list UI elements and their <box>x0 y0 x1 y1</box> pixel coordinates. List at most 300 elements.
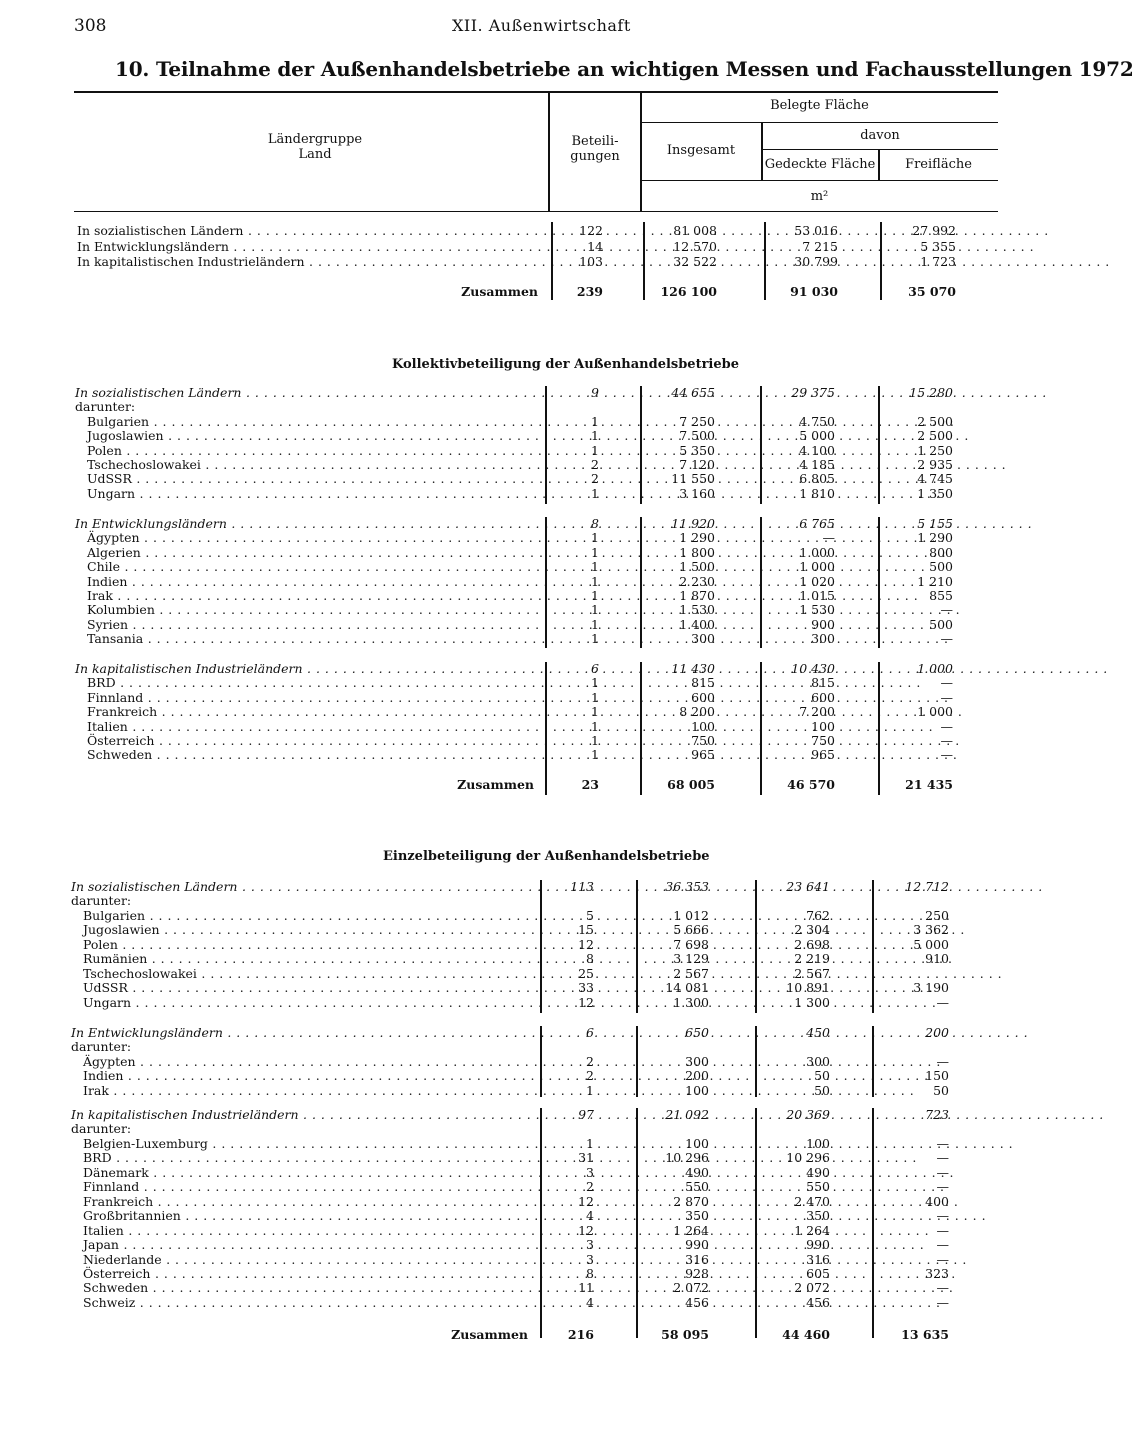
cell-gedeckt: 750 <box>811 733 835 748</box>
cell-insgesamt: 81 008 <box>673 223 717 238</box>
cell-frei: 2 500 <box>917 413 953 429</box>
cell-gedeckt: 900 <box>811 616 835 632</box>
cell-insgesamt: 32 522 <box>673 254 717 269</box>
einzel-divider-1-2 <box>636 880 638 1013</box>
cell-gedeckt: 815 <box>811 675 835 691</box>
cell-beteiligungen: 12 <box>578 994 594 1010</box>
table-row <box>0 748 1024 763</box>
cell-insgesamt: 750 <box>691 733 715 748</box>
cell-beteiligungen: 2 <box>586 1068 594 1084</box>
cell-frei: 150 <box>925 1068 949 1084</box>
einzel-divider-2-3 <box>755 1026 757 1097</box>
cell-beteiligungen: 1 <box>591 704 599 720</box>
row-label: Algerien . . . <box>87 546 534 561</box>
cell-insgesamt: 44 655 <box>671 385 715 400</box>
cell-insgesamt: 1 264 <box>673 1222 709 1238</box>
cell-frei: 800 <box>929 544 953 560</box>
kollektiv-divider-1-4 <box>878 386 880 504</box>
cell-insgesamt: 12 570 <box>673 238 717 254</box>
cell-beteiligungen: 103 <box>579 254 603 269</box>
row-label: In Entwicklungsländern . . . <box>77 240 538 255</box>
cell-gedeckt: 1 810 <box>799 485 835 501</box>
total-row <box>0 1328 1024 1343</box>
cell-gedeckt: 1 015 <box>799 588 835 603</box>
kollektiv-divider-2-1 <box>545 517 547 648</box>
cell-insgesamt: 1 800 <box>679 544 715 560</box>
row-label: Chile . . . <box>87 560 534 575</box>
row-label: Schweden . . . <box>83 1281 528 1296</box>
cell-gedeckt: 91 030 <box>790 284 838 299</box>
cell-insgesamt: 928 <box>685 1265 709 1281</box>
cell-gedeckt: 1 020 <box>799 573 835 589</box>
cell-beteiligungen: 216 <box>567 1327 594 1342</box>
row-label: Japan . . . <box>83 1238 528 1253</box>
group-row <box>0 880 1024 895</box>
row-label: Zusammen <box>451 1327 528 1342</box>
table-row <box>0 575 1024 590</box>
cell-beteiligungen: 8 <box>586 951 594 967</box>
kollektiv-divider-3-3 <box>760 662 762 795</box>
cell-gedeckt: 550 <box>806 1179 830 1195</box>
cell-insgesamt: 1 870 <box>679 588 715 603</box>
cell-gedeckt: 1 300 <box>794 994 830 1010</box>
cell-beteiligungen: 1 <box>591 718 599 734</box>
row-label: Zusammen <box>461 284 538 299</box>
cell-insgesamt: 965 <box>691 747 715 763</box>
row-label: Frankreich . . . <box>87 705 534 720</box>
cell-gedeckt: 450 <box>806 1025 830 1040</box>
table-row <box>0 560 1024 575</box>
cell-insgesamt: 815 <box>691 675 715 691</box>
header-belegte-flaeche: Belegte Fläche <box>770 98 869 113</box>
row-label: Ägypten . . . <box>83 1055 528 1070</box>
cell-insgesamt: 126 100 <box>660 284 717 299</box>
cell-frei: — <box>940 747 953 763</box>
table-row <box>0 894 1024 909</box>
cell-gedeckt: 10 430 <box>791 661 835 676</box>
table-row <box>0 691 1024 706</box>
cell-frei: 1 350 <box>917 485 953 501</box>
table-row <box>0 1166 1024 1181</box>
table-row <box>0 632 1024 647</box>
table-row <box>0 1209 1024 1224</box>
cell-insgesamt: 600 <box>691 689 715 705</box>
cell-insgesamt: 2 870 <box>673 1193 709 1209</box>
cell-insgesamt: 990 <box>685 1237 709 1253</box>
row-label: UdSSR . . . <box>87 472 534 487</box>
table-row <box>0 400 1024 415</box>
row-label: BRD . . . <box>83 1151 528 1166</box>
table-row <box>0 458 1024 473</box>
table-row <box>0 546 1024 561</box>
cell-frei: 500 <box>929 616 953 632</box>
kollektiv-divider-1-2 <box>640 386 642 504</box>
cell-gedeckt: 2 072 <box>794 1280 830 1296</box>
table-row <box>0 1224 1024 1239</box>
cell-insgesamt: 1 012 <box>673 907 709 923</box>
row-label: In sozialistischen Ländern . . . <box>71 880 528 895</box>
cell-gedeckt: 1 000 <box>799 559 835 575</box>
row-label: Bulgarien . . . <box>83 909 528 924</box>
cell-insgesamt: 1 530 <box>679 602 715 618</box>
row-label: In Entwicklungsländern . . . <box>75 517 534 532</box>
cell-frei: 2 935 <box>917 457 953 472</box>
cell-beteiligungen: 23 <box>581 777 599 792</box>
einzel-divider-1-3 <box>755 880 757 1013</box>
row-label: In Entwicklungsländern . . . <box>71 1026 528 1041</box>
cell-gedeckt: 7 215 <box>802 238 838 254</box>
table-row <box>0 705 1024 720</box>
cell-insgesamt: 100 <box>685 1135 709 1151</box>
cell-insgesamt: 300 <box>685 1053 709 1069</box>
cell-beteiligungen: 1 <box>591 588 599 603</box>
cell-insgesamt: 21 092 <box>665 1107 709 1122</box>
header-bottom-rule <box>74 211 998 212</box>
cell-insgesamt: 1 290 <box>679 530 715 546</box>
row-label: Frankreich . . . <box>83 1195 528 1210</box>
cell-beteiligungen: 6 <box>586 1025 594 1040</box>
row-label: UdSSR . . . <box>83 981 528 996</box>
cell-beteiligungen: 1 <box>591 616 599 632</box>
cell-gedeckt: 10 296 <box>786 1150 830 1166</box>
row-label: Rumänien . . . <box>83 952 528 967</box>
cell-gedeckt: 29 375 <box>791 385 835 400</box>
cell-gedeckt: 44 460 <box>782 1327 830 1342</box>
header-davon: davon <box>860 128 900 143</box>
cell-gedeckt: 46 570 <box>787 777 835 792</box>
row-label: Zusammen <box>457 777 534 792</box>
table-row <box>0 487 1024 502</box>
header-laendergruppe <box>230 132 400 162</box>
einzel-divider-1-4 <box>872 880 874 1013</box>
cell-gedeckt: 2 304 <box>794 922 830 938</box>
cell-insgesamt: 650 <box>685 1025 709 1040</box>
table-row <box>0 720 1024 735</box>
row-label: In sozialistischen Ländern . . . <box>75 386 534 401</box>
header-laendergruppe-text: Ländergruppe <box>267 132 363 147</box>
row-label: darunter: <box>75 399 136 415</box>
summary-column-divider-1 <box>551 222 553 300</box>
row-label: Polen . . . <box>87 444 534 459</box>
cell-gedeckt: 300 <box>806 1053 830 1069</box>
table-row <box>0 1137 1024 1152</box>
cell-insgesamt: 7 500 <box>679 428 715 444</box>
cell-frei: — <box>936 1251 949 1267</box>
table-row <box>0 1084 1024 1099</box>
cell-beteiligungen: 122 <box>579 223 603 238</box>
cell-beteiligungen: 3 <box>586 1164 594 1180</box>
table-row <box>0 1122 1024 1137</box>
cell-gedeckt: 10 891 <box>786 980 830 996</box>
cell-beteiligungen: 113 <box>570 879 594 894</box>
cell-frei: 15 280 <box>909 385 953 400</box>
cell-frei: — <box>936 1237 949 1253</box>
header-freiflaeche: Freifläche <box>905 157 972 172</box>
cell-insgesamt: 8 200 <box>679 704 715 720</box>
cell-gedeckt: 490 <box>806 1164 830 1180</box>
row-label: In kapitalistischen Industrieländern . . . <box>75 662 534 677</box>
table-row <box>0 472 1024 487</box>
cell-insgesamt: 100 <box>691 718 715 734</box>
cell-beteiligungen: 1 <box>591 530 599 546</box>
cell-insgesamt: 316 <box>685 1251 709 1267</box>
cell-frei: 723 <box>925 1107 949 1122</box>
cell-insgesamt: 490 <box>685 1164 709 1180</box>
table-row <box>0 923 1024 938</box>
kollektiv-divider-2-3 <box>760 517 762 648</box>
cell-gedeckt: 2 219 <box>794 951 830 967</box>
cell-gedeckt: 2 698 <box>794 936 830 952</box>
cell-gedeckt: 1 264 <box>794 1222 830 1238</box>
kollektiv-divider-2-2 <box>640 517 642 648</box>
table-row <box>0 618 1024 633</box>
cell-frei: 1 000 <box>917 661 953 676</box>
cell-beteiligungen: 8 <box>591 516 599 531</box>
cell-beteiligungen: 2 <box>586 1053 594 1069</box>
cell-frei: 12 712 <box>905 879 949 894</box>
cell-frei: 400 <box>925 1193 949 1209</box>
cell-gedeckt: 50 <box>814 1082 830 1098</box>
cell-frei: — <box>936 1135 949 1151</box>
cell-gedeckt: 300 <box>811 631 835 647</box>
cell-gedeckt: 965 <box>811 747 835 763</box>
row-label: Indien . . . <box>87 575 534 590</box>
cell-frei: — <box>940 675 953 691</box>
einzel-divider-3-2 <box>636 1108 638 1338</box>
cell-frei: 1 000 <box>917 704 953 720</box>
cell-frei: 500 <box>929 559 953 575</box>
cell-beteiligungen: 4 <box>586 1208 594 1224</box>
cell-insgesamt: 350 <box>685 1208 709 1224</box>
cell-frei: 1 723 <box>920 254 956 269</box>
summary-column-divider-2 <box>643 222 645 300</box>
row-label: darunter: <box>71 1039 132 1055</box>
cell-frei: 250 <box>925 907 949 923</box>
cell-gedeckt: 1 000 <box>799 544 835 560</box>
table-row <box>0 415 1024 430</box>
cell-beteiligungen: 12 <box>578 936 594 952</box>
group-row <box>0 1026 1024 1041</box>
cell-insgesamt: 3 129 <box>673 951 709 967</box>
cell-beteiligungen: 1 <box>586 1135 594 1151</box>
cell-beteiligungen: 15 <box>578 922 594 938</box>
row-label: In sozialistischen Ländern . . . <box>77 224 538 239</box>
cell-insgesamt: 68 005 <box>667 777 715 792</box>
cell-insgesamt: 10 296 <box>665 1150 709 1166</box>
header-divider-1 <box>548 93 550 211</box>
row-label: Irak . . . <box>83 1084 528 1099</box>
row-label: Österreich . . . <box>83 1267 528 1282</box>
table-row <box>0 1069 1024 1084</box>
table-row <box>0 224 1024 239</box>
cell-gedeckt: 456 <box>806 1294 830 1310</box>
header-insgesamt: Insgesamt <box>666 143 736 158</box>
table-row <box>0 1253 1024 1268</box>
cell-frei: 1 210 <box>917 573 953 589</box>
group-row <box>0 662 1024 677</box>
cell-beteiligungen: 1 <box>591 485 599 501</box>
cell-frei: 5 355 <box>920 238 956 254</box>
cell-beteiligungen: 1 <box>591 631 599 647</box>
einzel-heading: Einzelbeteiligung der Außenhandelsbetriebe <box>383 849 710 864</box>
header-gedeckte-flaeche: Gedeckte Fläche <box>764 157 876 172</box>
cell-insgesamt: 456 <box>685 1294 709 1310</box>
kollektiv-heading: Kollektivbeteiligung der Außenhandelsbetriebe <box>392 357 740 372</box>
cell-frei: 910 <box>925 951 949 967</box>
cell-beteiligungen: 12 <box>578 1193 594 1209</box>
cell-gedeckt: 100 <box>806 1135 830 1151</box>
row-label: Indien . . . <box>83 1069 528 1084</box>
cell-beteiligungen: 1 <box>591 573 599 589</box>
row-label: Jugoslawien . . . <box>83 923 528 938</box>
table-row <box>0 1281 1024 1296</box>
summary-column-divider-4 <box>880 222 882 300</box>
row-label: Dänemark . . . <box>83 1166 528 1181</box>
cell-frei: 4 745 <box>917 471 953 487</box>
cell-gedeckt: 100 <box>811 718 835 734</box>
cell-frei: 3 190 <box>913 980 949 996</box>
cell-beteiligungen: 14 <box>587 238 603 254</box>
cell-insgesamt: 11 430 <box>671 661 715 676</box>
cell-frei: 323 <box>925 1265 949 1281</box>
einzel-divider-3-1 <box>540 1108 542 1338</box>
cell-beteiligungen: 1 <box>591 442 599 458</box>
cell-beteiligungen: 6 <box>591 661 599 676</box>
einzel-divider-2-1 <box>540 1026 542 1097</box>
row-label: Ungarn . . . <box>83 996 528 1011</box>
header-beteiligungen <box>552 134 638 164</box>
summary-column-divider-3 <box>764 222 766 300</box>
row-label: Tansania . . . <box>87 632 534 647</box>
total-row <box>0 778 1024 793</box>
cell-beteiligungen: 5 <box>586 907 594 923</box>
cell-frei: 35 070 <box>908 284 956 299</box>
cell-frei: — <box>936 994 949 1010</box>
row-label: Kolumbien . . . <box>87 603 534 618</box>
cell-frei: 1 250 <box>917 442 953 458</box>
cell-gedeckt: 2 567 <box>794 965 830 981</box>
table-row <box>0 589 1024 604</box>
table-row <box>0 952 1024 967</box>
row-label: Finnland . . . <box>87 691 534 706</box>
table-row <box>0 1238 1024 1253</box>
row-label: Jugoslawien . . . <box>87 429 534 444</box>
cell-insgesamt: 2 567 <box>673 965 709 981</box>
cell-beteiligungen: 4 <box>586 1294 594 1310</box>
cell-frei: 3 362 <box>913 922 949 938</box>
cell-frei: — <box>936 1179 949 1195</box>
cell-gedeckt: 53 016 <box>794 223 838 238</box>
row-label: darunter: <box>71 1121 132 1137</box>
table-row <box>0 1151 1024 1166</box>
table-row <box>0 1180 1024 1195</box>
cell-frei: 27 992 <box>912 223 956 238</box>
page-number: 308 <box>74 16 107 36</box>
chapter-title: XII. Außenwirtschaft <box>452 16 631 35</box>
cell-insgesamt: 36 353 <box>665 879 709 894</box>
header-top-rule <box>74 91 998 93</box>
cell-beteiligungen: 2 <box>591 457 599 472</box>
cell-frei: 13 635 <box>901 1327 949 1342</box>
cell-gedeckt: 5 000 <box>799 428 835 444</box>
table-row <box>0 255 1024 270</box>
cell-beteiligungen: 2 <box>586 1179 594 1195</box>
header-land-text: Land <box>298 147 332 162</box>
cell-beteiligungen: 1 <box>591 602 599 618</box>
cell-gedeckt: 1 530 <box>799 602 835 618</box>
cell-insgesamt: 14 081 <box>665 980 709 996</box>
total-row <box>0 285 1024 300</box>
cell-gedeckt: — <box>822 530 835 546</box>
einzel-divider-3-3 <box>755 1108 757 1338</box>
cell-gedeckt: 30 799 <box>794 254 838 269</box>
cell-beteiligungen: 3 <box>586 1251 594 1267</box>
cell-beteiligungen: 1 <box>591 689 599 705</box>
cell-insgesamt: 11 550 <box>671 471 715 487</box>
cell-frei: — <box>936 1208 949 1224</box>
cell-gedeckt: 2 470 <box>794 1193 830 1209</box>
cell-beteiligungen: 97 <box>578 1107 594 1122</box>
row-label: Bulgarien . . . <box>87 415 534 430</box>
cell-frei: — <box>936 1222 949 1238</box>
cell-gedeckt: 7 200 <box>799 704 835 720</box>
cell-beteiligungen: 25 <box>578 965 594 981</box>
kollektiv-divider-3-2 <box>640 662 642 795</box>
cell-frei: 5 000 <box>913 936 949 952</box>
cell-insgesamt: 200 <box>685 1068 709 1084</box>
row-label: darunter: <box>71 893 132 909</box>
cell-frei: — <box>940 631 953 647</box>
cell-gedeckt: 990 <box>806 1237 830 1253</box>
cell-gedeckt: 6 805 <box>799 471 835 487</box>
cell-frei: — <box>936 1150 949 1166</box>
table-row <box>0 967 1024 982</box>
table-row <box>0 1267 1024 1282</box>
cell-beteiligungen: 8 <box>586 1265 594 1281</box>
cell-insgesamt: 58 095 <box>661 1327 709 1342</box>
table-row <box>0 909 1024 924</box>
cell-beteiligungen: 9 <box>591 385 599 400</box>
header-rule-belegte <box>641 122 998 123</box>
cell-insgesamt: 2 072 <box>673 1280 709 1296</box>
row-label: Belgien-Luxemburg . . . <box>83 1137 528 1152</box>
table-row <box>0 1040 1024 1055</box>
cell-frei: — <box>936 1280 949 1296</box>
table-row <box>0 240 1024 255</box>
cell-beteiligungen: 1 <box>591 428 599 444</box>
row-label: Ägypten . . . <box>87 531 534 546</box>
header-rule-davon <box>762 149 998 150</box>
cell-frei: — <box>940 602 953 618</box>
row-label: Österreich . . . <box>87 734 534 749</box>
table-row <box>0 996 1024 1011</box>
cell-frei: — <box>936 1294 949 1310</box>
cell-insgesamt: 300 <box>691 631 715 647</box>
group-row <box>0 1108 1024 1123</box>
row-label: BRD . . . <box>87 676 534 691</box>
cell-frei: 50 <box>933 1082 949 1098</box>
row-label: Italien . . . <box>87 720 534 735</box>
cell-frei: 21 435 <box>905 777 953 792</box>
table-row <box>0 1055 1024 1070</box>
cell-gedeckt: 600 <box>811 689 835 705</box>
row-label: Niederlande . . . <box>83 1253 528 1268</box>
table-row <box>0 1195 1024 1210</box>
row-label: Italien . . . <box>83 1224 528 1239</box>
cell-beteiligungen: 12 <box>578 1222 594 1238</box>
cell-gedeckt: 20 369 <box>786 1107 830 1122</box>
cell-beteiligungen: 239 <box>576 284 603 299</box>
